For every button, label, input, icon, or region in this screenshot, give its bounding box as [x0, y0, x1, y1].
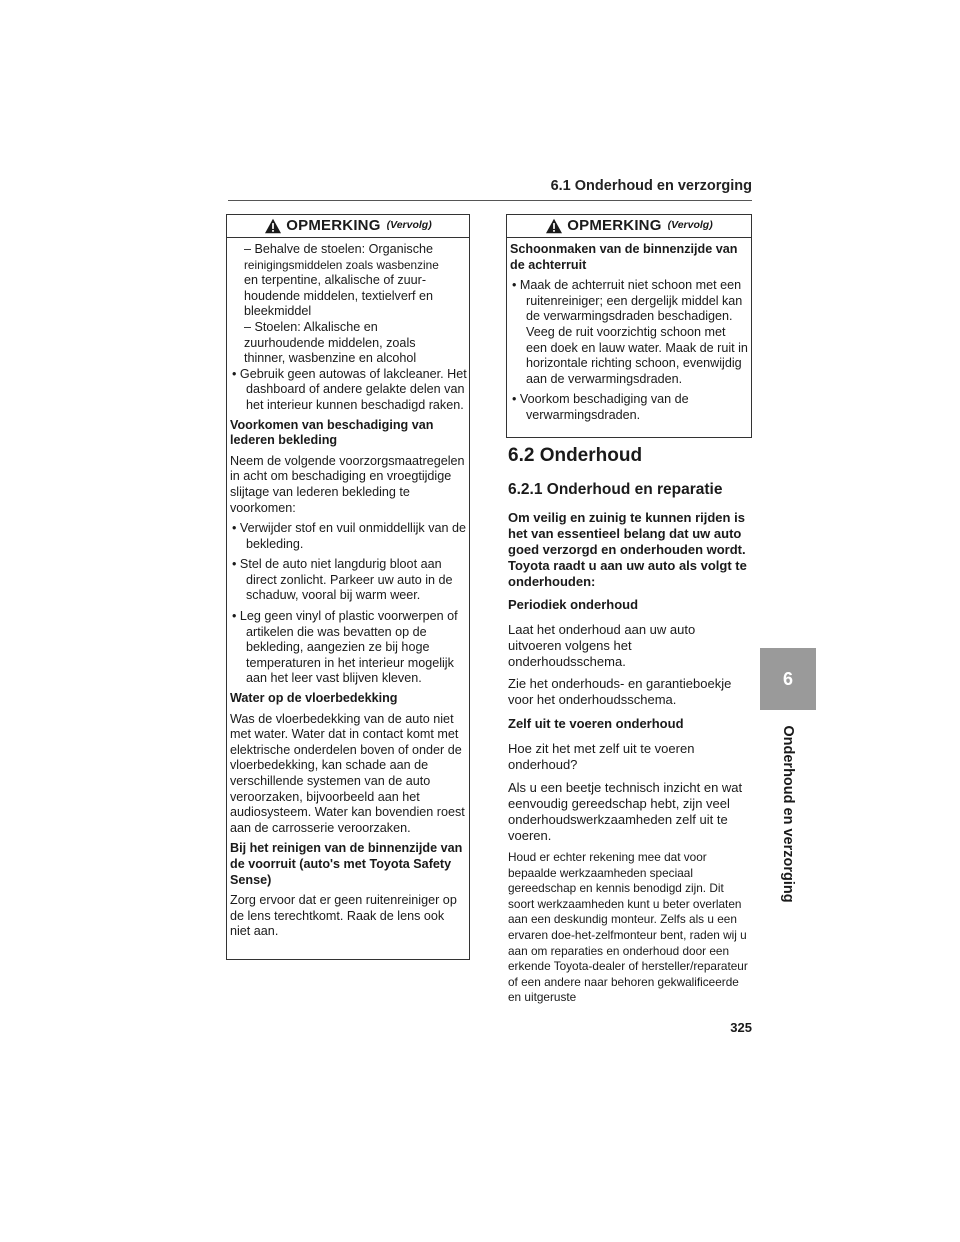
- paragraph: Was de vloerbedekking van de auto niet met water. Water dat in contact komt met elektrische onderdelen boven of onder de vloerbedekking, kan schade aan de verschillende systemen van de auto veroorzaken, bijvoorbeeld aan het audiosysteem. Water kan bovendien roest aan de carrosserie veroorzaken.: [230, 711, 465, 835]
- dash-line: bleekmiddel: [244, 304, 312, 319]
- paragraph: Zie het onderhouds- en garantieboekje voor het onderhoudsschema.: [508, 676, 732, 707]
- notice-title: OPMERKING: [567, 217, 662, 235]
- bullet-item: • Voorkom beschadiging van de verwarmingsdraden.: [512, 392, 689, 422]
- chapter-header: 6.1 Onderhoud en verzorging: [550, 178, 752, 194]
- chapter-tab: 6: [760, 648, 816, 710]
- bullet-item: • Stel de auto niet langdurig bloot aan direct zonlicht. Parkeer uw auto in de schaduw, vooral bij warm weer.: [232, 557, 453, 603]
- dash-line: zuurhoudende middelen, zoals: [244, 335, 416, 350]
- paragraph: Neem de volgende voorzorgsmaatregelen in acht om beschadiging en vroegtijdige slijtage van lederen bekleding te voorkomen:: [230, 453, 465, 515]
- dash-line: houdende middelen, textielverf en: [244, 288, 434, 303]
- subsection-title: 6.2.1 Onderhoud en reparatie: [508, 481, 723, 498]
- dash-line: thinner, wasbenzine en alcohol: [244, 351, 417, 366]
- subheading-leather: Voorkomen van beschadiging van lederen bekleding: [230, 417, 434, 448]
- paragraph: Zorg ervoor dat er geen ruitenreiniger op de lens terechtkomt. Raak de lens ook niet aan.: [230, 893, 457, 939]
- subheading-water: Water op de vloerbedekking: [230, 691, 398, 706]
- notice-header: [227, 215, 469, 238]
- notice-box-right: [506, 214, 752, 438]
- intro-paragraph: Om veilig en zuinig te kunnen rijden is het van essentieel belang dat uw auto goed verzorgd en onderhouden wordt. Toyota raadt u aan uw auto als volgt te onderhouden:: [508, 510, 747, 589]
- note-paragraph: Houd er echter rekening mee dat voor bepaalde werkzaamheden speciaal gereedschap en kennis benodigd zijn. Dit soort werkzaamheden kunt u beter overlaten aan een deskundig monteur. Zelfs als u een ervaren doe-het-zelfmonteur bent, raden wij u aan om reparaties en onderhoud door een erkende Toyota-dealer of hersteller/reparateur of een andere naar behoren gekwalificeerde en uitgeruste: [508, 850, 748, 1005]
- notice-header: [507, 215, 751, 238]
- paragraph: Als u een beetje technisch inzicht en wat eenvoudig gereedschap hebt, zijn veel onderhoudswerkzaamheden zelf uit te voeren.: [508, 780, 743, 843]
- chapter-side-label-text: Onderhoud en verzorging: [780, 725, 796, 903]
- bullet-item: • Maak de achterruit niet schoon met een ruitenreiniger; een dergelijk middel kan de verwarmingsdraden beschadigen. Veeg de ruit voorzichtig schoon met een doek en lauw water. Maak de ruit in horizontale richting schoon, evenwijdig aan de verwarmingsdraden.: [512, 278, 748, 386]
- periodic-heading: Periodiek onderhoud: [508, 597, 639, 612]
- notice-box-left: [226, 214, 470, 960]
- header-rule: [228, 200, 752, 201]
- paragraph: Hoe zit het met zelf uit te voeren onderhoud?: [508, 741, 695, 772]
- bullet-item: • Leg geen vinyl of plastic voorwerpen of artikelen die was bevatten op de bekleding, aangezien ze bij hoge temperaturen in het interieur mogelijk aan het leer vast blijven kleven.: [232, 609, 458, 686]
- notice-subtitle: (Vervolg): [667, 219, 713, 232]
- warning-icon: [545, 218, 563, 234]
- warning-icon: [264, 218, 282, 234]
- subheading-rear-window: Schoonmaken van de binnenzijde van de achterruit: [510, 242, 738, 272]
- dash-line: – Stoelen: Alkalische en: [244, 319, 378, 334]
- bullet-item: • Gebruik geen autowas of lakcleaner. Het dashboard of andere gelakte delen van het interieur kunnen beschadigd raken.: [232, 366, 467, 412]
- dash-line: – Behalve de stoelen: Organische: [244, 242, 434, 256]
- page-number: 325: [730, 1020, 752, 1035]
- section-title: 6.2 Onderhoud: [508, 445, 643, 466]
- diy-heading: Zelf uit te voeren onderhoud: [508, 716, 684, 731]
- notice-subtitle: (Vervolg): [386, 219, 432, 232]
- subheading-windshield: Bij het reinigen van de binnenzijde van de voorruit (auto's met Toyota Safety Sense): [230, 841, 463, 887]
- dash-line: en terpentine, alkalische of zuur-: [244, 273, 427, 288]
- dash-line: reinigingsmiddelen zoals wasbenzine: [244, 257, 439, 272]
- bullet-item: • Verwijder stof en vuil onmiddellijk van de bekleding.: [232, 521, 467, 551]
- paragraph: Laat het onderhoud aan uw auto uitvoeren volgens het onderhoudsschema.: [508, 622, 696, 669]
- notice-title: OPMERKING: [286, 217, 381, 235]
